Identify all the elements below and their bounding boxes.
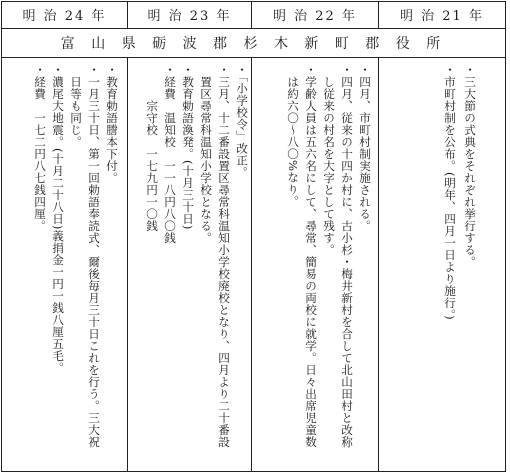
year-header-meiji21: 明 治 21 年: [400, 9, 484, 24]
entry-line: し従来の村名を大字として残す。: [322, 76, 336, 256]
column-meiji23: [128, 64, 251, 468]
entry-line: ・「小学校令」改正。: [235, 64, 249, 179]
entry-line: ・教育勅語渙発。(十月三十日): [181, 64, 195, 230]
entry-line: ・経費 温知校 一一八円八〇銭: [163, 64, 177, 244]
entry-line: は約六〇～八〇%なり。: [286, 76, 300, 208]
entry-line: ・濃尾大地震。(十月二十八日)義捐金一円一銭八厘五毛。: [51, 64, 65, 374]
district-office-title: 富 山 県 砺 波 郡 杉 木 新 町 郡 役 所: [60, 36, 447, 52]
year-header-meiji24: 明 治 24 年: [22, 9, 107, 24]
column-meiji21: [379, 64, 505, 468]
entry-line: ・四月、市町村制実施される。: [358, 64, 372, 232]
column-meiji22: [252, 64, 378, 468]
entry-line: ・経費 一七二円八七銭四厘。: [33, 64, 47, 232]
entry-line: 宗守校 一七九円一〇銭: [145, 100, 159, 232]
year-header-meiji22: 明 治 22 年: [273, 9, 357, 24]
column-meiji24: [2, 64, 127, 468]
year-header-meiji23: 明 治 23 年: [147, 9, 232, 24]
entry-line: ・三月、十二番設置区尋常科温知小学校廃校となり、四月より二十番設: [217, 64, 231, 448]
entry-line: ・三大節の式典をそれぞれ挙行する。: [463, 64, 477, 268]
office-rule: [1, 57, 506, 58]
entry-line: ・一月三十日、第一回勅語奉読式、爾後毎月三十日これを行う。三大祝: [87, 64, 101, 448]
entry-line: ・教育勅語謄本下付。: [105, 64, 119, 184]
entry-line: 日等も同じ。: [69, 76, 83, 148]
entry-line: ・市町村制を公布。(明年、四月一日より施行。): [443, 64, 457, 321]
entry-line: 置区尋常科温知小学校となる。: [199, 76, 213, 244]
entry-line: ・四月、従来の十四か村に、古小杉・梅井新村を合して北山田村と改称: [340, 64, 354, 448]
entry-line: ・学齢人員は五六名にして、尋常、簡易の両校に就学。日々出席児童数: [304, 64, 318, 448]
